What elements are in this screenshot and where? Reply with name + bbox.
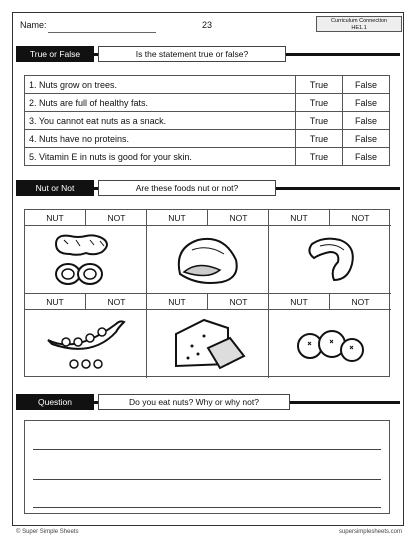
curriculum-title: Curriculum Connection: [331, 18, 387, 24]
section-question: Do you eat nuts? Why or why not?: [98, 394, 290, 410]
true-option[interactable]: True: [296, 76, 343, 94]
nut-or-not-grid: [24, 209, 390, 377]
not-option[interactable]: NOT: [330, 210, 391, 226]
nut-option[interactable]: NUT: [25, 210, 86, 226]
name-field[interactable]: [48, 32, 156, 33]
false-option[interactable]: False: [343, 76, 390, 94]
curriculum-code: HE1.1: [351, 25, 367, 31]
section-question: Are these foods nut or not?: [98, 180, 276, 196]
food-cell: [269, 294, 391, 378]
nut-option[interactable]: NUT: [25, 294, 86, 310]
answer-line[interactable]: [33, 449, 381, 450]
section-label: Question: [16, 394, 94, 410]
true-option[interactable]: True: [296, 148, 343, 166]
table-row: [25, 112, 390, 130]
table-row: [25, 94, 390, 112]
not-option[interactable]: NOT: [86, 294, 147, 310]
curriculum-connection-box: [316, 16, 402, 32]
statement: 1. Nuts grow on trees.: [25, 76, 296, 94]
nut-option[interactable]: NUT: [269, 294, 330, 310]
food-cell: [147, 294, 269, 378]
food-cell: [25, 210, 147, 294]
answer-line[interactable]: [33, 479, 381, 480]
answer-box[interactable]: [24, 420, 390, 514]
page-number: 23: [202, 20, 213, 30]
true-option[interactable]: True: [296, 130, 343, 148]
pistachio-icon: [168, 230, 248, 290]
false-option[interactable]: False: [343, 130, 390, 148]
food-cell: [147, 210, 269, 294]
section-label: True or False: [16, 46, 94, 62]
peanut-icon: [46, 230, 126, 290]
false-option[interactable]: False: [343, 94, 390, 112]
true-false-table: [24, 75, 390, 166]
not-option[interactable]: NOT: [86, 210, 147, 226]
not-option[interactable]: NOT: [208, 294, 269, 310]
not-option[interactable]: NOT: [330, 294, 391, 310]
section-question: Is the statement true or false?: [98, 46, 286, 62]
food-cell: [269, 210, 391, 294]
false-option[interactable]: False: [343, 148, 390, 166]
nut-option[interactable]: NUT: [269, 210, 330, 226]
website-footer: supersimplesheets.com: [338, 529, 402, 535]
true-option[interactable]: True: [296, 112, 343, 130]
cashew-icon: [290, 230, 370, 290]
table-row: [25, 148, 390, 166]
false-option[interactable]: False: [343, 112, 390, 130]
true-false-section-header: [16, 46, 400, 62]
nut-option[interactable]: NUT: [147, 294, 208, 310]
table-row: [25, 130, 390, 148]
cheese-icon: [168, 314, 248, 374]
statement: 5. Vitamin E in nuts is good for your skin.: [25, 148, 296, 166]
nut-or-not-section-header: [16, 180, 400, 196]
section-label: Nut or Not: [16, 180, 94, 196]
blueberries-icon: [290, 314, 370, 374]
true-option[interactable]: True: [296, 94, 343, 112]
nut-option[interactable]: NUT: [147, 210, 208, 226]
question-section-header: [16, 394, 400, 410]
copyright-footer: © Super Simple Sheets: [16, 529, 79, 535]
statement: 4. Nuts have no proteins.: [25, 130, 296, 148]
table-row: [25, 76, 390, 94]
name-label: Name:: [20, 20, 47, 30]
pea-pod-icon: [46, 314, 126, 374]
statement: 2. Nuts are full of healthy fats.: [25, 94, 296, 112]
not-option[interactable]: NOT: [208, 210, 269, 226]
answer-line[interactable]: [33, 507, 381, 508]
statement: 3. You cannot eat nuts as a snack.: [25, 112, 296, 130]
food-cell: [25, 294, 147, 378]
